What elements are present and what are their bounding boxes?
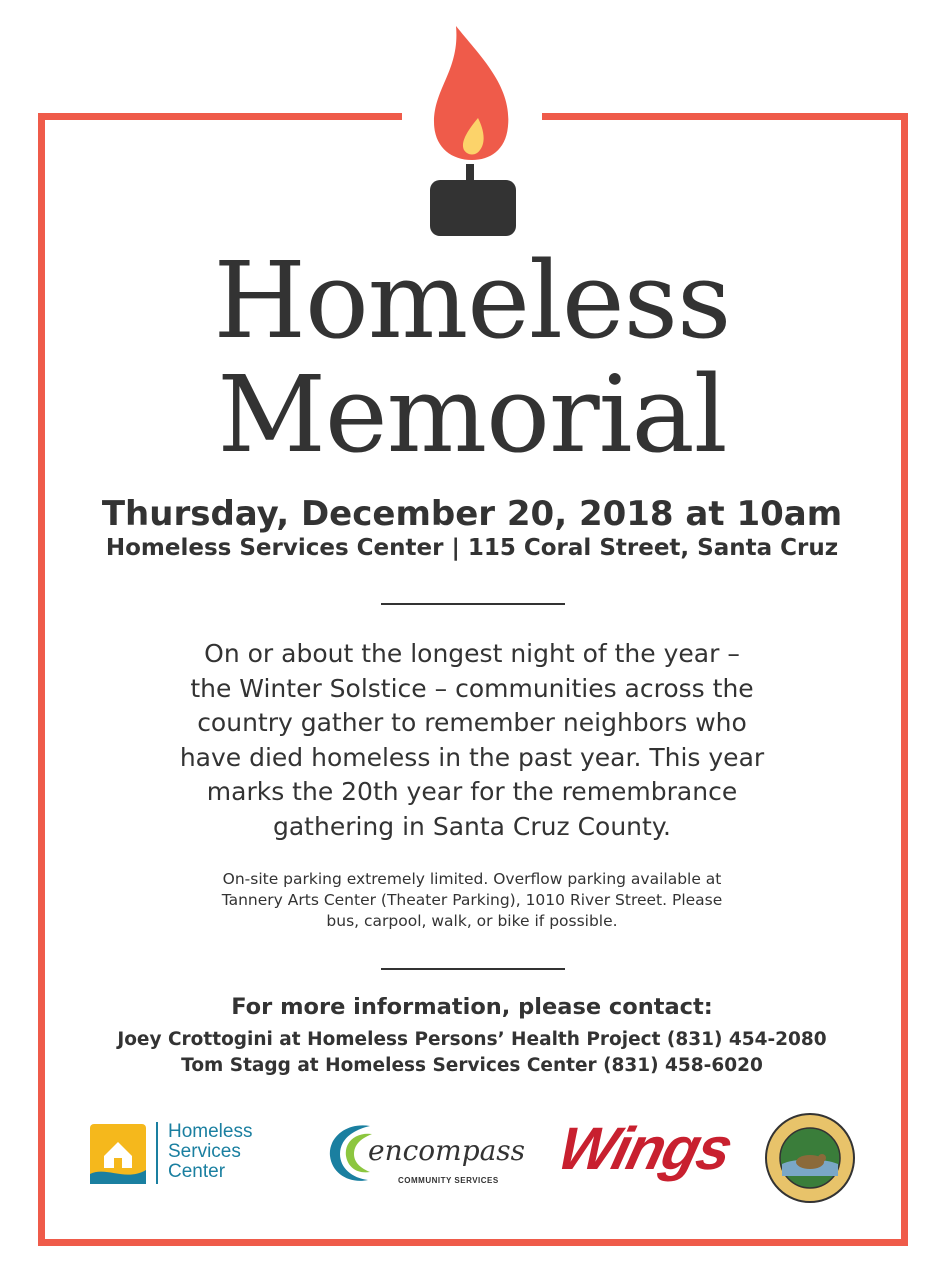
title-line-2: Memorial — [217, 353, 727, 476]
description-line: On or about the longest night of the year – — [204, 639, 740, 668]
description-line: marks the 20th year for the remembrance — [206, 777, 738, 806]
contact-line-1: Joey Crottogini at Homeless Persons’ Health Project (831) 454-2080 — [117, 1029, 827, 1050]
hsc-line: Center — [168, 1161, 226, 1182]
wings-logo — [551, 1112, 746, 1192]
event-date: Thursday, December 20, 2018 at 10am — [101, 494, 843, 534]
parking-line: Tannery Arts Center (Theater Parking), 1010 River Street. Please — [221, 891, 723, 909]
description-line: country gather to remember neighbors who — [197, 708, 747, 737]
county-seal-logo — [764, 1112, 856, 1204]
contact-line-2: Tom Stagg at Homeless Services Center (831) 458-6020 — [181, 1055, 763, 1076]
description — [130, 637, 814, 844]
encompass-subtitle: COMMUNITY SERVICES — [398, 1176, 499, 1185]
wings-wordmark: Wings — [551, 1115, 738, 1182]
contact-heading: For more information, please contact: — [231, 994, 713, 1020]
encompass-logo — [326, 1120, 526, 1190]
title-line-1: Homeless — [213, 239, 731, 362]
parking-note — [130, 869, 814, 932]
hsc-line: Homeless — [168, 1121, 253, 1142]
description-line: have died homeless in the past year. This year — [179, 742, 765, 772]
description-line: gathering in Santa Cruz County. — [272, 811, 671, 841]
event-venue: Homeless Services Center | 115 Coral Street, Santa Cruz — [105, 535, 839, 561]
hsc-wordmark — [168, 1122, 252, 1182]
divider-top — [381, 603, 565, 605]
divider-bottom — [381, 968, 565, 970]
encompass-wordmark: encompass — [368, 1134, 526, 1167]
parking-line: On-site parking extremely limited. Overflow parking available at — [222, 870, 722, 888]
county-seal-icon — [764, 1112, 856, 1204]
hsc-line: Services — [168, 1141, 241, 1162]
logo-separator — [156, 1122, 158, 1184]
parking-line: bus, carpool, walk, or bike if possible. — [326, 912, 618, 930]
description-line: the Winter Solstice – communities across the — [190, 673, 754, 703]
house-icon — [90, 1124, 154, 1188]
homeless-services-center-logo — [90, 1120, 290, 1190]
candle-icon — [420, 26, 524, 238]
